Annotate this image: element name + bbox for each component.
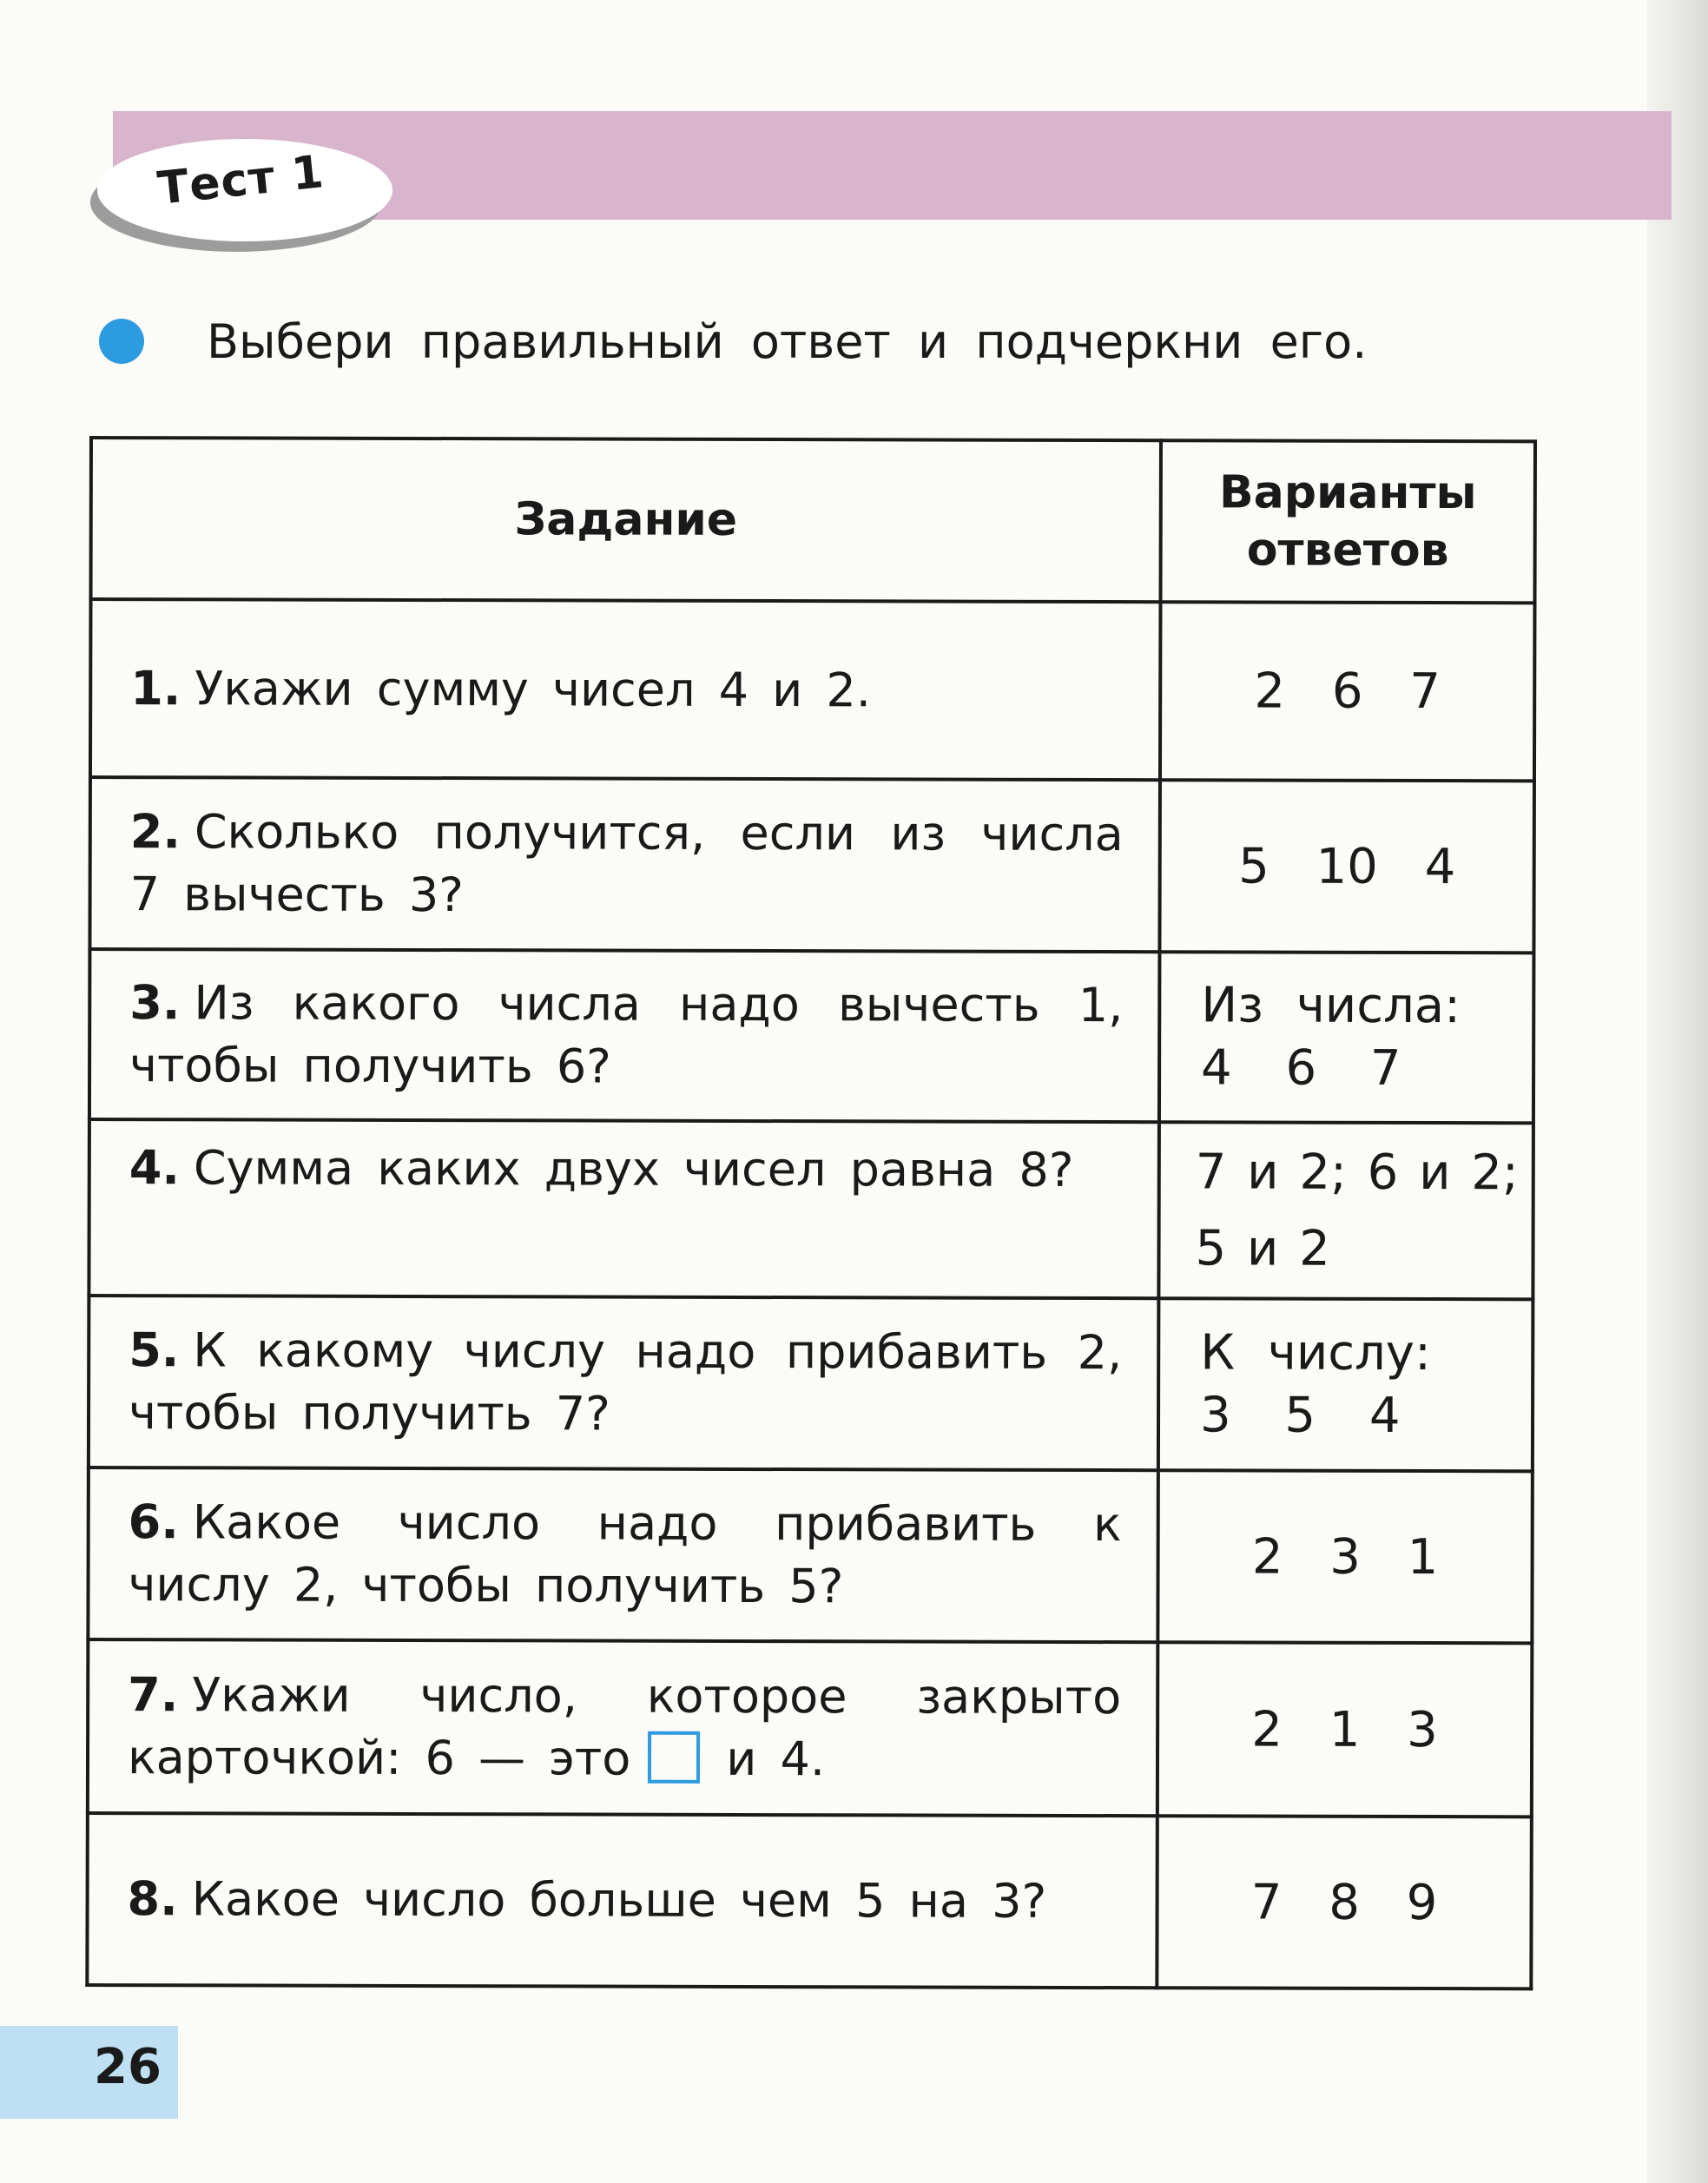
task-text-after-card: и 4. bbox=[726, 1731, 826, 1787]
blue-bullet-icon bbox=[99, 319, 144, 364]
task-cell bbox=[89, 777, 1160, 952]
table-row bbox=[89, 777, 1534, 953]
task-text: Сколько получится, если из числа 7 вычесть 3? bbox=[129, 804, 1124, 923]
header-answers-line1: Варианты bbox=[1218, 466, 1477, 520]
task-text-before-card: Укажи число, которое закрыто карточкой: 6 — это bbox=[127, 1667, 1122, 1786]
task-cell bbox=[89, 1296, 1159, 1470]
answer-options[interactable]: 2 1 3 bbox=[1157, 1642, 1533, 1817]
page-binding-edge bbox=[1647, 0, 1708, 2183]
task-cell bbox=[89, 949, 1160, 1122]
task-number: 4. bbox=[129, 1140, 180, 1196]
table-row bbox=[87, 1813, 1532, 1988]
table-row bbox=[89, 949, 1534, 1123]
task-cell bbox=[88, 1467, 1158, 1642]
table-row bbox=[89, 1296, 1533, 1471]
task-text: Какое число надо прибавить к числу 2, чтобы получить 5? bbox=[128, 1494, 1122, 1614]
answer-prefix: Из числа: bbox=[1201, 977, 1461, 1035]
table-row bbox=[90, 599, 1535, 781]
answer-options[interactable]: 2 6 7 bbox=[1160, 602, 1535, 781]
answer-prefix: К числу: bbox=[1200, 1324, 1431, 1382]
answer-values[interactable]: 4 6 7 bbox=[1201, 1039, 1401, 1097]
task-cell bbox=[88, 1639, 1158, 1816]
answer-values-line2[interactable]: 5 и 2 bbox=[1195, 1219, 1330, 1277]
task-number: 6. bbox=[128, 1494, 179, 1550]
task-text: Из какого числа надо вычесть 1, чтобы получить 6? bbox=[129, 975, 1124, 1094]
task-number: 2. bbox=[129, 804, 181, 860]
task-cell bbox=[87, 1813, 1157, 1988]
task-cell bbox=[90, 599, 1161, 780]
test-table bbox=[85, 436, 1537, 1990]
task-number: 8. bbox=[127, 1871, 178, 1927]
header-task: Задание bbox=[91, 438, 1161, 602]
task-number: 1. bbox=[130, 660, 181, 716]
page-number: 26 bbox=[94, 2039, 162, 2095]
answer-options[interactable]: 5 10 4 bbox=[1159, 780, 1534, 953]
answer-options[interactable]: 7 8 9 bbox=[1157, 1816, 1532, 1988]
task-text: Укажи сумму чисел 4 и 2. bbox=[195, 660, 872, 717]
header-answers-line2: ответов bbox=[1246, 524, 1449, 577]
task-text: Сумма каких двух чисел равна 8? bbox=[193, 1140, 1074, 1197]
task-text: К какому числу надо прибавить 2, чтобы получить 7? bbox=[128, 1322, 1123, 1441]
task-number: 7. bbox=[128, 1667, 179, 1723]
blue-card-square-icon bbox=[648, 1731, 700, 1784]
test-title: Тест 1 bbox=[155, 146, 327, 215]
header-answers bbox=[1161, 440, 1535, 603]
table-header-row bbox=[91, 438, 1535, 603]
answer-options[interactable]: 2 3 1 bbox=[1157, 1470, 1533, 1643]
task-cell bbox=[89, 1119, 1159, 1298]
answer-options[interactable] bbox=[1159, 952, 1534, 1123]
instruction-text: Выбери правильный ответ и подчеркни его. bbox=[207, 314, 1368, 369]
answer-values[interactable]: 3 5 4 bbox=[1199, 1387, 1401, 1444]
task-number: 5. bbox=[129, 1322, 180, 1378]
task-number: 3. bbox=[129, 975, 181, 1031]
table-row bbox=[88, 1639, 1533, 1817]
answer-options[interactable] bbox=[1158, 1122, 1533, 1299]
answer-values-line1[interactable]: 7 и 2; 6 и 2; bbox=[1195, 1143, 1519, 1201]
answer-options[interactable] bbox=[1158, 1298, 1533, 1471]
table-row bbox=[89, 1119, 1533, 1299]
task-text: Какое число больше чем 5 на 3? bbox=[191, 1871, 1047, 1929]
table-row bbox=[88, 1467, 1533, 1643]
